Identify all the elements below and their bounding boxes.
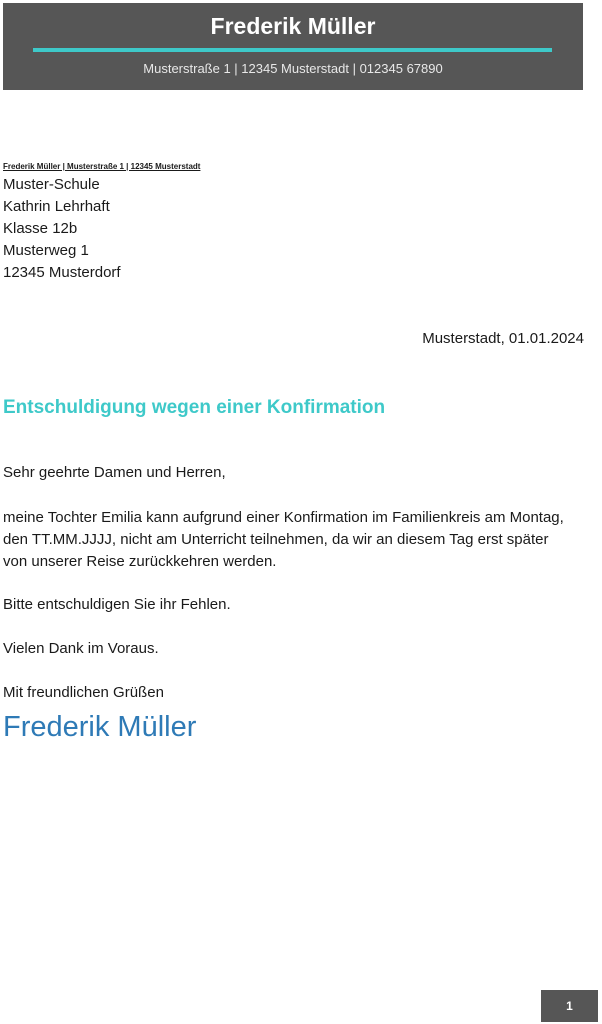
page-number: 1: [541, 990, 598, 1022]
recipient-address: [3, 174, 121, 284]
sender-return-address: Frederik Müller | Musterstraße 1 | 12345 Musterstadt: [3, 162, 201, 171]
recipient-line: Klasse 12b: [3, 220, 78, 237]
letterhead: [3, 3, 583, 90]
recipient-line: Musterweg 1: [3, 242, 89, 259]
letterhead-name: Frederik Müller: [210, 13, 376, 39]
signature: Frederik Müller: [3, 711, 197, 743]
body-paragraph: Vielen Dank im Voraus.: [3, 640, 159, 657]
letter-subject: Entschuldigung wegen einer Konfirmation: [3, 397, 386, 418]
closing-phrase: Mit freundlichen Grüßen: [3, 684, 164, 701]
letter-date: Musterstadt, 01.01.2024: [422, 330, 584, 347]
salutation: Sehr geehrte Damen und Herren,: [3, 464, 226, 481]
body-paragraph: meine Tochter Emilia kann aufgrund einer Konfirmation im Familienkreis am Montag, den TT.MM.JJJJ, nicht am Unterricht teilnehmen, da wir an diesem Tag erst später von unserer Reise zurückkehren werden.: [3, 509, 564, 570]
letterhead-contact: Musterstraße 1 | 12345 Musterstadt | 012345 67890: [143, 61, 443, 76]
letterhead-divider: [33, 48, 552, 52]
body-paragraph: Bitte entschuldigen Sie ihr Fehlen.: [3, 596, 231, 613]
recipient-line: Muster-Schule: [3, 176, 100, 193]
recipient-line: 12345 Musterdorf: [3, 264, 121, 281]
recipient-line: Kathrin Lehrhaft: [3, 198, 110, 215]
